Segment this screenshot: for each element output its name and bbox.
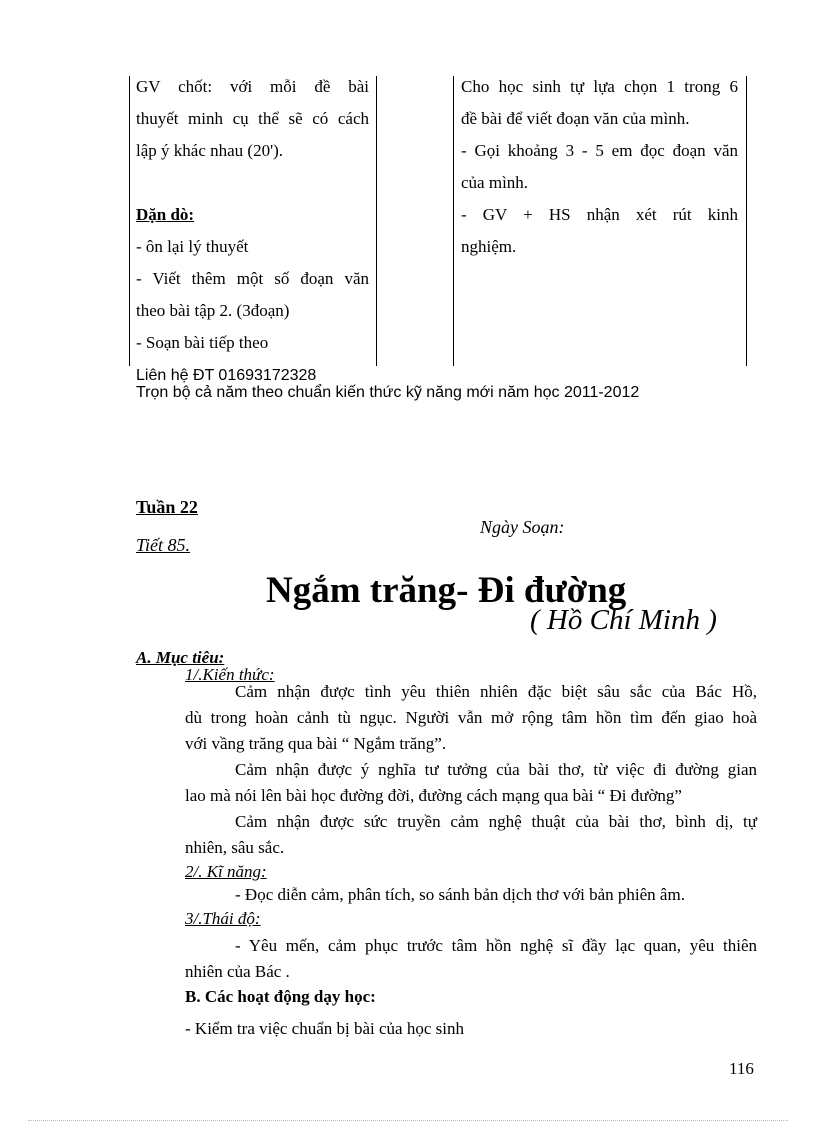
- skills-text: - Đọc diễn cảm, phân tích, so sánh bản dịch thơ với bản phiên âm.: [235, 885, 685, 904]
- table-left-cell: [136, 71, 369, 359]
- homework-item: - ôn lại lý thuyết: [136, 237, 249, 256]
- attitude-heading: 3/.Thái độ:: [185, 909, 261, 928]
- table-border-right: [746, 76, 747, 366]
- knowledge-line: dù trong hoàn cảnh tù ngục. Người vẫn mở rộng tâm hồn tìm đến giao hoà: [185, 708, 757, 727]
- knowledge-line: lao mà nói lên bài học đường đời, đường cách mạng qua bài “ Đi đường”: [185, 786, 682, 805]
- section-a-heading: A. Mục tiêu:: [136, 648, 225, 667]
- table-border-left: [129, 76, 130, 366]
- table-left-line: thuyết minh cụ thể sẽ có cách: [136, 109, 369, 128]
- section-b-heading: B. Các hoạt động dạy học:: [185, 987, 376, 1006]
- table-right-line: đề bài để viết đoạn văn của mình.: [461, 109, 690, 128]
- page-bottom-divider: [28, 1120, 788, 1121]
- table-right-line: - GV + HS nhận xét rút kinh: [461, 205, 738, 224]
- table-right-line: Cho học sinh tự lựa chọn 1 trong 6: [461, 77, 738, 96]
- knowledge-line: với vầng trăng qua bài “ Ngắm trăng”.: [185, 734, 447, 753]
- date-label: Ngày Soạn:: [480, 517, 565, 537]
- footer-set: Trọn bộ cả năm theo chuẩn kiến thức kỹ năng mới năm học 2011-2012: [136, 384, 640, 401]
- table-left-line: GV chốt: với mỗi đề bài: [136, 77, 369, 96]
- table-right-line: - Gọi khoảng 3 - 5 em đọc đoạn văn: [461, 141, 738, 160]
- knowledge-paragraph-3: [185, 809, 757, 861]
- attitude-paragraph: [185, 933, 757, 985]
- author: ( Hồ Chí Minh ): [530, 604, 717, 636]
- table-right-line: của mình.: [461, 173, 529, 192]
- attitude-line: nhiên của Bác .: [185, 962, 290, 981]
- knowledge-heading: 1/.Kiến thức:: [185, 665, 275, 684]
- attitude-line: - Yêu mến, cảm phục trước tâm hồn nghệ sĩ đầy lạc quan, yêu thiên: [235, 936, 757, 955]
- homework-item: - Viết thêm một số đoạn văn: [136, 269, 369, 288]
- table-border-middle-left: [376, 76, 377, 366]
- period-label: Tiết 85.: [136, 535, 191, 555]
- knowledge-paragraph-1: [185, 679, 757, 757]
- homework-item: theo bài tập 2. (3đoạn): [136, 301, 290, 320]
- section-b-item: - Kiểm tra việc chuẩn bị bài của học sinh: [185, 1019, 464, 1038]
- footer-contact: Liên hệ ĐT 01693172328: [136, 367, 317, 384]
- knowledge-line: nhiên, sâu sắc.: [185, 838, 285, 857]
- table-right-cell: [461, 71, 738, 263]
- page-number: 116: [729, 1059, 754, 1078]
- knowledge-line: Cảm nhận được sức truyền cảm nghệ thuật của bài thơ, bình dị, tự: [235, 812, 757, 831]
- knowledge-line: Cảm nhận được tình yêu thiên nhiên đặc biệt sâu sắc của Bác Hồ,: [235, 682, 757, 701]
- skills-heading: 2/. Kĩ năng:: [185, 862, 267, 881]
- table-right-line: nghiệm.: [461, 237, 517, 256]
- knowledge-paragraph-2: [185, 757, 757, 809]
- week-label: Tuần 22: [136, 497, 198, 517]
- page-title: Ngắm trăng- Đi đường: [266, 570, 627, 611]
- homework-title: Dặn dò:: [136, 205, 195, 224]
- homework-item: - Soạn bài tiếp theo: [136, 333, 269, 352]
- knowledge-line: Cảm nhận được ý nghĩa tư tưởng của bài thơ, từ việc đi đường gian: [235, 760, 757, 779]
- table-left-line: lập ý khác nhau (20').: [136, 141, 284, 160]
- table-border-middle-right: [453, 76, 454, 366]
